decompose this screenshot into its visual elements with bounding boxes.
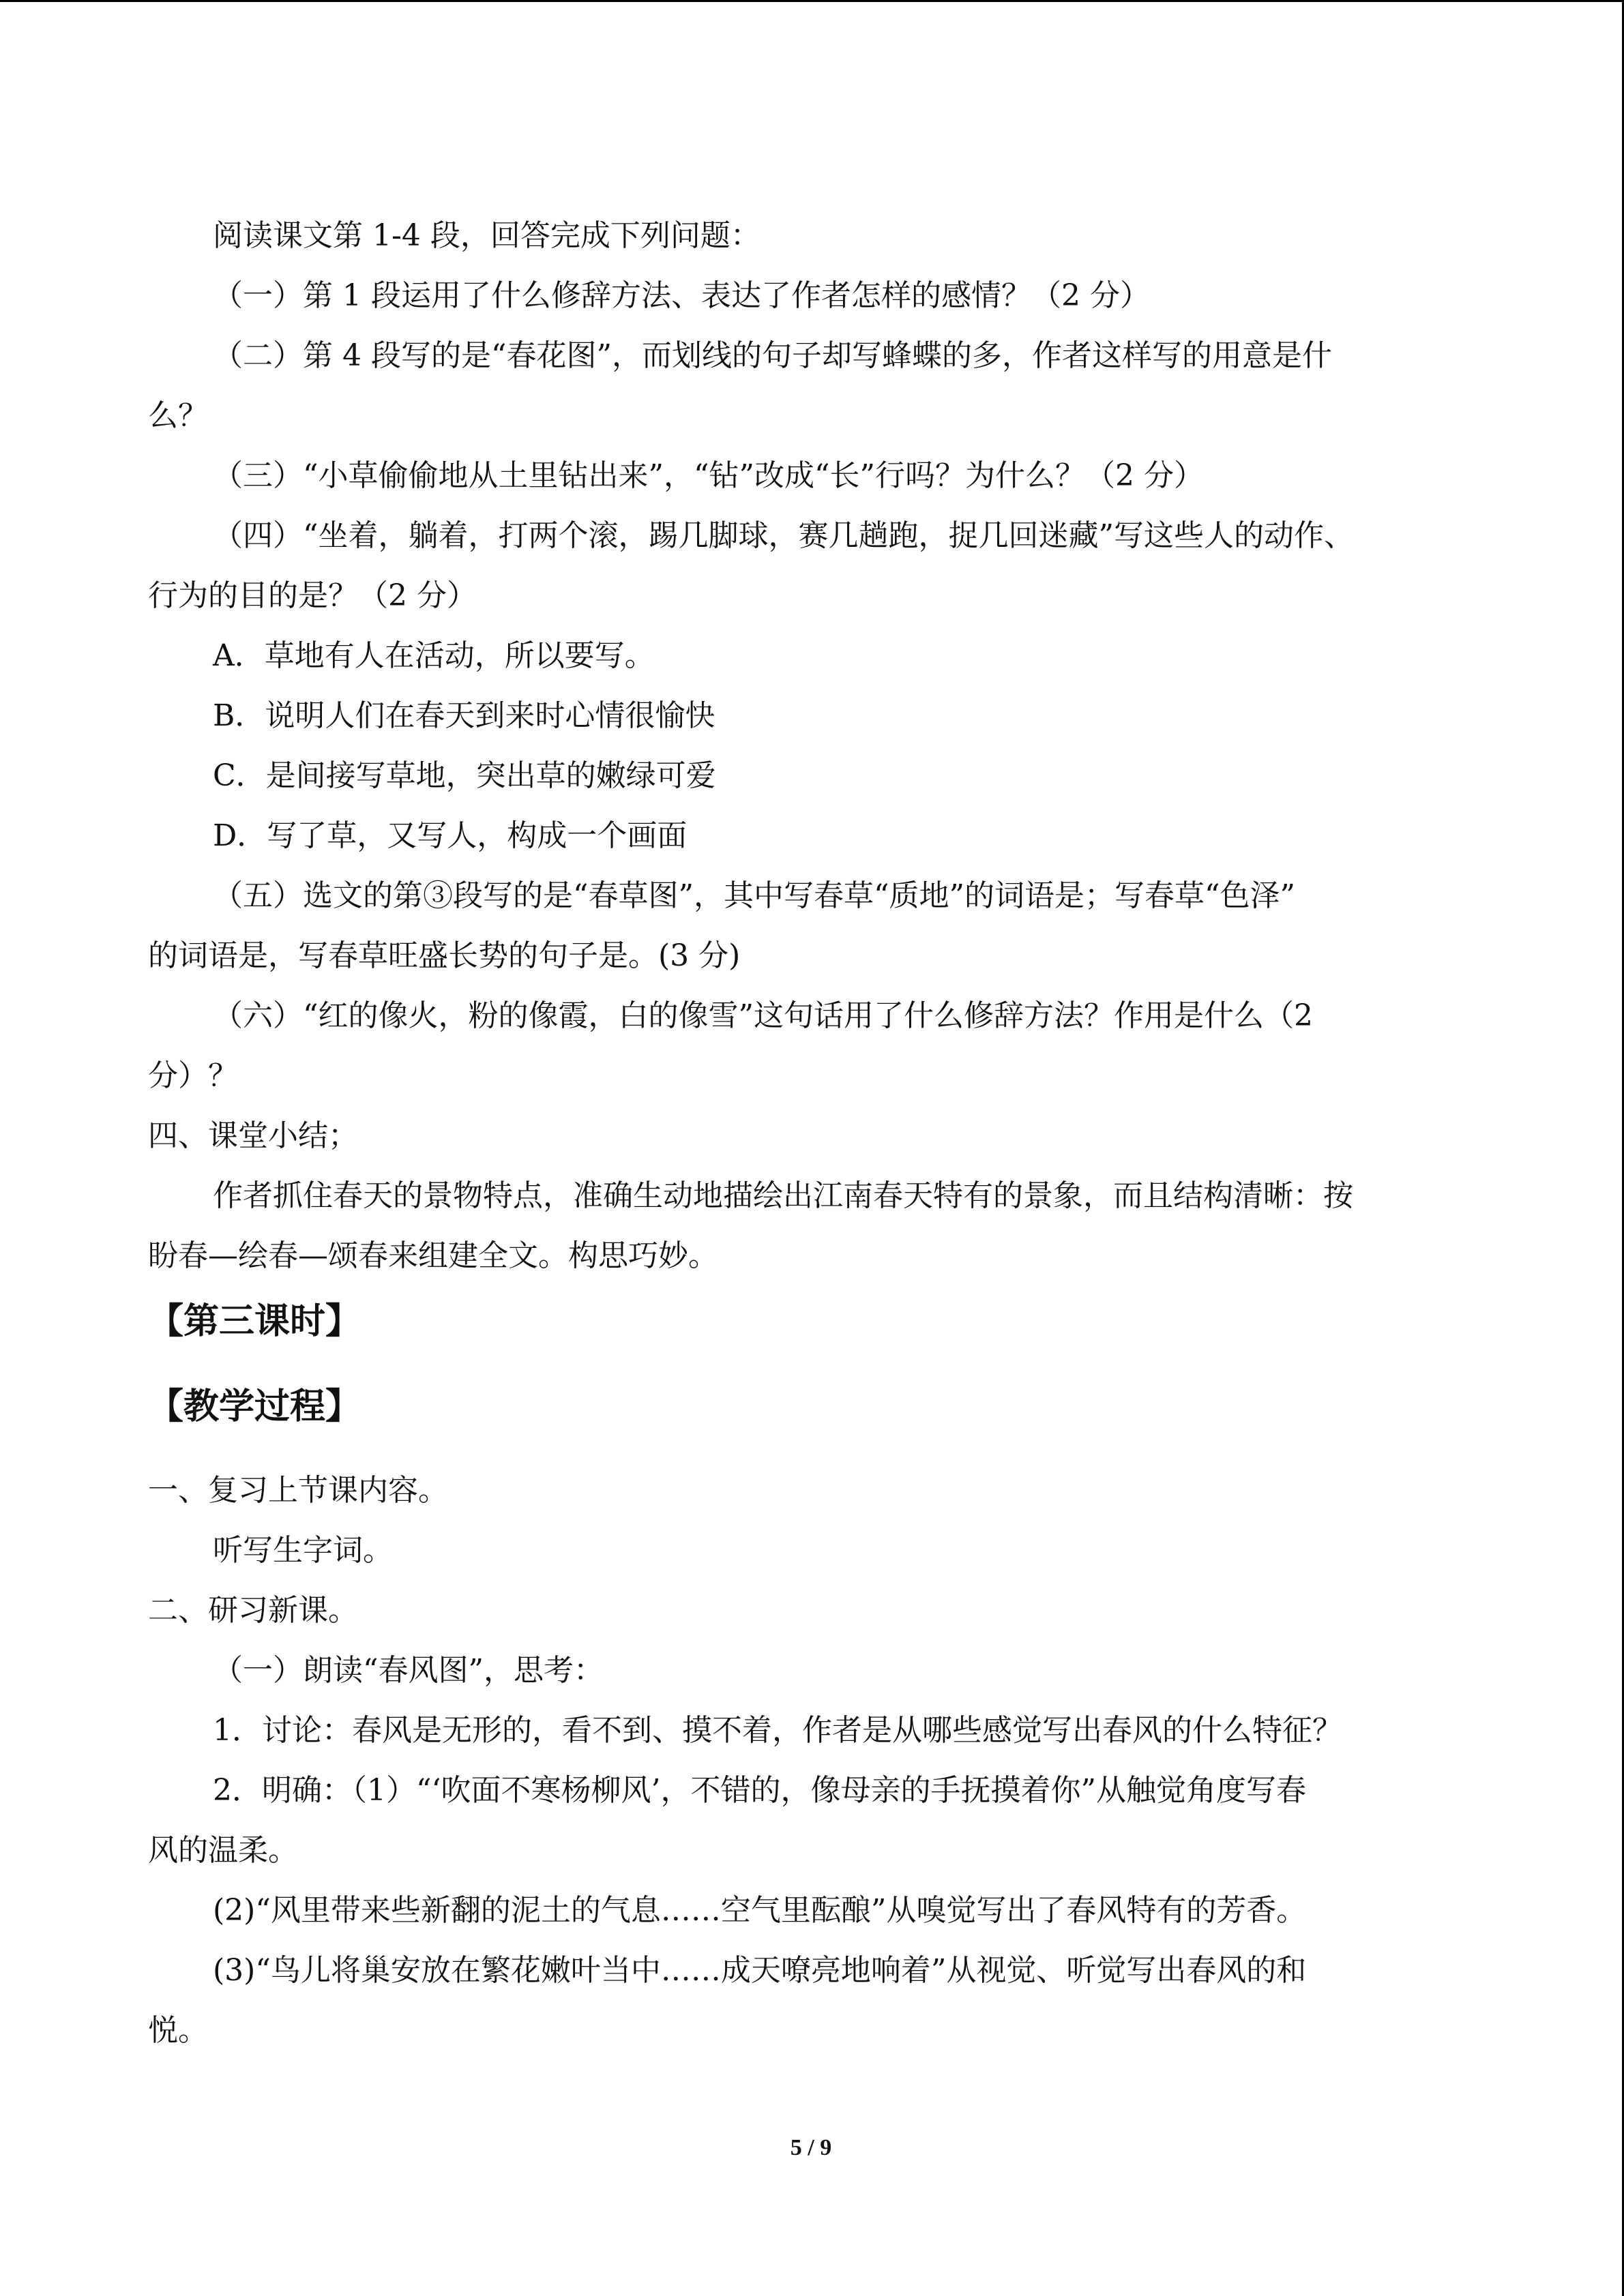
- text-line: (2)“风里带来些新翻的泥土的气息……空气里酝酿”从嗅觉写出了春风特有的芳香。: [213, 1893, 1307, 1928]
- question-1: （一）第 1 段运用了什么修辞方法、表达了作者怎样的感情？（2 分）: [213, 278, 1150, 313]
- text-line: 悦。: [148, 2013, 208, 2048]
- heading-third-lesson: 【第三课时】: [148, 1301, 361, 1342]
- question-3: （三）“小草偷偷地从土里钻出来”，“钻”改成“长”行吗？为什么？（2 分）: [213, 458, 1204, 493]
- summary-text: 作者抓住春天的景物特点，准确生动地描绘出江南春天特有的景象，而且结构清晰：按: [213, 1178, 1353, 1213]
- question-5-cont: 的词语是，写春草旺盛长势的句子是。(3 分): [148, 938, 741, 973]
- question-6: （六）“红的像火，粉的像霞，白的像雪”这句话用了什么修辞方法？作用是什么（2: [213, 998, 1313, 1033]
- section-new-lesson: 二、研习新课。: [148, 1593, 358, 1628]
- option-b: B．说明人们在春天到来时心情很愉快: [213, 698, 715, 733]
- question-6-cont: 分）？: [148, 1058, 238, 1093]
- section-review: 一、复习上节课内容。: [148, 1473, 448, 1508]
- page-number: 5 / 9: [790, 2135, 832, 2160]
- question-4: （四）“坐着，躺着，打两个滚，踢几脚球，赛几趟跑，捉几回迷藏”写这些人的动作、: [213, 518, 1354, 553]
- text-line: 听写生字词。: [213, 1533, 393, 1568]
- text-line: (3)“鸟儿将巢安放在繁花嫩叶当中……成天嘹亮地响着”从视觉、听觉写出春风的和: [213, 1953, 1307, 1988]
- question-2-cont: 么？: [148, 398, 208, 433]
- option-a: A．草地有人在活动，所以要写。: [213, 638, 655, 673]
- text-line: 2．明确：（1）“‘吹面不寒杨柳风’，不错的，像母亲的手抚摸着你”从触觉角度写春: [213, 1773, 1306, 1808]
- question-5: （五）选文的第③段写的是“春草图”，其中写春草“质地”的词语是；写春草“色泽”: [213, 878, 1295, 913]
- heading-teaching-process: 【教学过程】: [148, 1386, 361, 1427]
- question-4-cont: 行为的目的是？（2 分）: [148, 578, 477, 613]
- question-2: （二）第 4 段写的是“春花图”，而划线的句子却写蜂蝶的多，作者这样写的用意是什: [213, 338, 1332, 373]
- text-line: 风的温柔。: [148, 1833, 298, 1868]
- section-summary: 四、课堂小结；: [148, 1118, 358, 1153]
- option-c: C．是间接写草地，突出草的嫩绿可爱: [213, 758, 716, 793]
- text-line: 1．讨论：春风是无形的，看不到、摸不着，作者是从哪些感觉写出春风的什么特征？: [213, 1713, 1342, 1748]
- summary-text-cont: 盼春—绘春—颂春来组建全文。构思巧妙。: [148, 1238, 718, 1273]
- text-line: 阅读课文第 1-4 段，回答完成下列问题：: [213, 218, 761, 253]
- option-d: D．写了草，又写人，构成一个画面: [213, 818, 688, 853]
- text-line: （一）朗读“春风图”，思考：: [213, 1653, 604, 1688]
